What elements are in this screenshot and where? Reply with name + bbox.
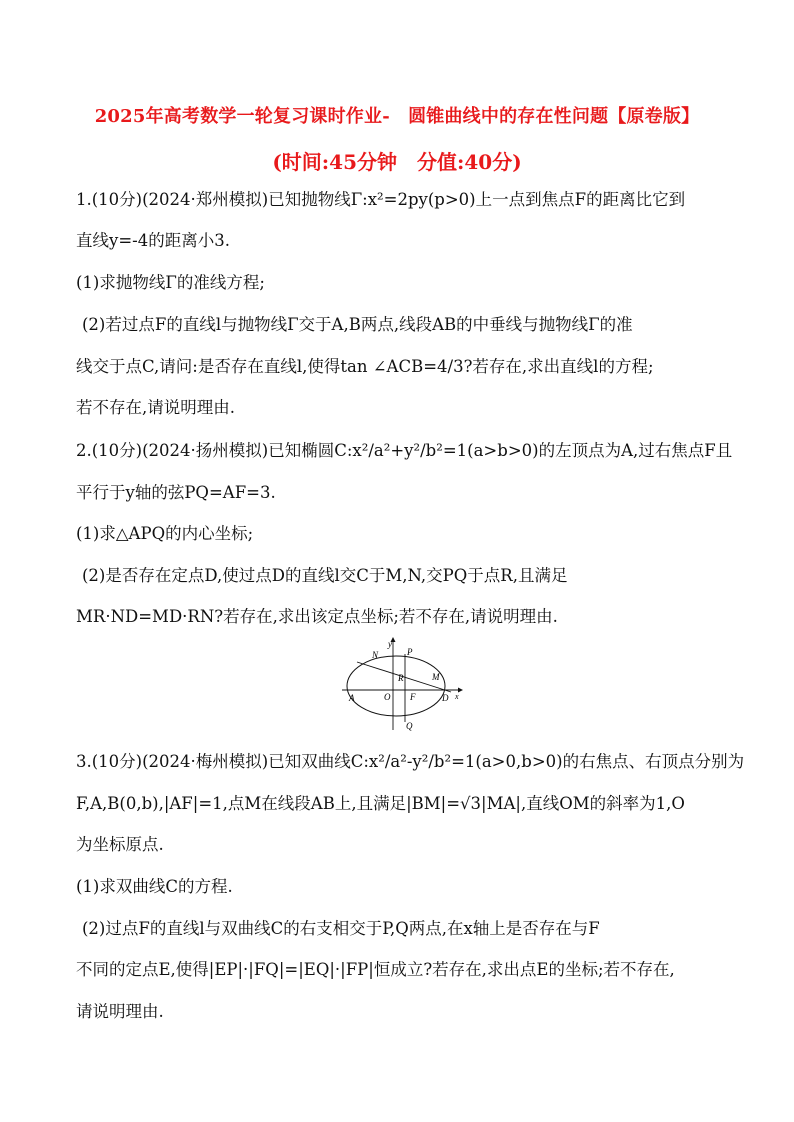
problem-1-part-1: (1)求抛物线Γ的准线方程; [76,273,265,292]
label-m: M [432,672,440,682]
label-n: N [372,650,379,660]
problem-3-line-2: F,A,B(0,b),|AF|=1,点M在线段AB上,且满足|BM|=√3|MA|,直线OM的斜率为1,O [76,794,685,813]
problem-1-part-2-line-1: (2)若过点F的直线l与抛物线Γ交于A,B两点,线段AB的中垂线与抛物线Γ的准 [82,315,633,334]
label-q: Q [406,721,413,731]
label-o: O [384,692,391,702]
problem-2-line-1: 2.(10分)(2024·扬州模拟)已知椭圆C:x²/a²+y²/b²=1(a>b>0)的左顶点为A,过右焦点F且 [76,441,733,460]
problem-3-part-2-line-3: 请说明理由. [76,1002,164,1021]
page-title: 2025年高考数学一轮复习课时作业- 圆锥曲线中的存在性问题【原卷版】 [94,106,700,127]
problem-1-line-1: 1.(10分)(2024·郑州模拟)已知抛物线Γ:x²=2py(p>0)上一点到焦点F的距离比它到 [76,190,686,209]
label-y: y [388,639,392,649]
figure-x-arrow [458,688,463,693]
problem-1-part-2-line-3: 若不存在,请说明理由. [76,398,235,417]
label-a: A [349,693,355,703]
problem-2-part-2-line-2: MR·ND=MD·RN?若存在,求出该定点坐标;若不存在,请说明理由. [76,607,558,626]
ellipse-c [347,656,445,716]
problem-3-line-3: 为坐标原点. [76,835,164,854]
page-subtitle: (时间:45分钟 分值:40分) [272,150,522,174]
problem-3-part-2-line-1: (2)过点F的直线l与双曲线C的右支相交于P,Q两点,在x轴上是否存在与F [82,919,600,938]
problem-1-line-2: 直线y=-4的距离小3. [76,231,230,250]
problem-1-part-2-line-2: 线交于点C,请问:是否存在直线l,使得tan ∠ACB=4/3?若存在,求出直线l的方程; [76,357,654,376]
problem-2-line-2: 平行于y轴的弦PQ=AF=3. [76,483,276,502]
problem-3-part-1: (1)求双曲线C的方程. [76,877,233,896]
problem-3-part-2-line-2: 不同的定点E,使得|EP|·|FQ|=|EQ|·|FP|恒成立?若存在,求出点E的坐标;若不存在, [76,960,675,979]
label-r: R [398,673,404,683]
problem-2-part-1: (1)求△APQ的内心坐标; [76,524,254,543]
label-p: P [407,647,413,657]
label-d: D [442,693,449,703]
problem-3-line-1: 3.(10分)(2024·梅州模拟)已知双曲线C:x²/a²-y²/b²=1(a>0,b>0)的右焦点、右顶点分别为 [76,752,745,771]
problem-2-part-2-line-1: (2)是否存在定点D,使过点D的直线l交C于M,N,交PQ于点R,且满足 [82,566,568,585]
label-f: F [410,692,416,702]
label-x: x [455,692,459,701]
ellipse-figure [338,636,464,732]
